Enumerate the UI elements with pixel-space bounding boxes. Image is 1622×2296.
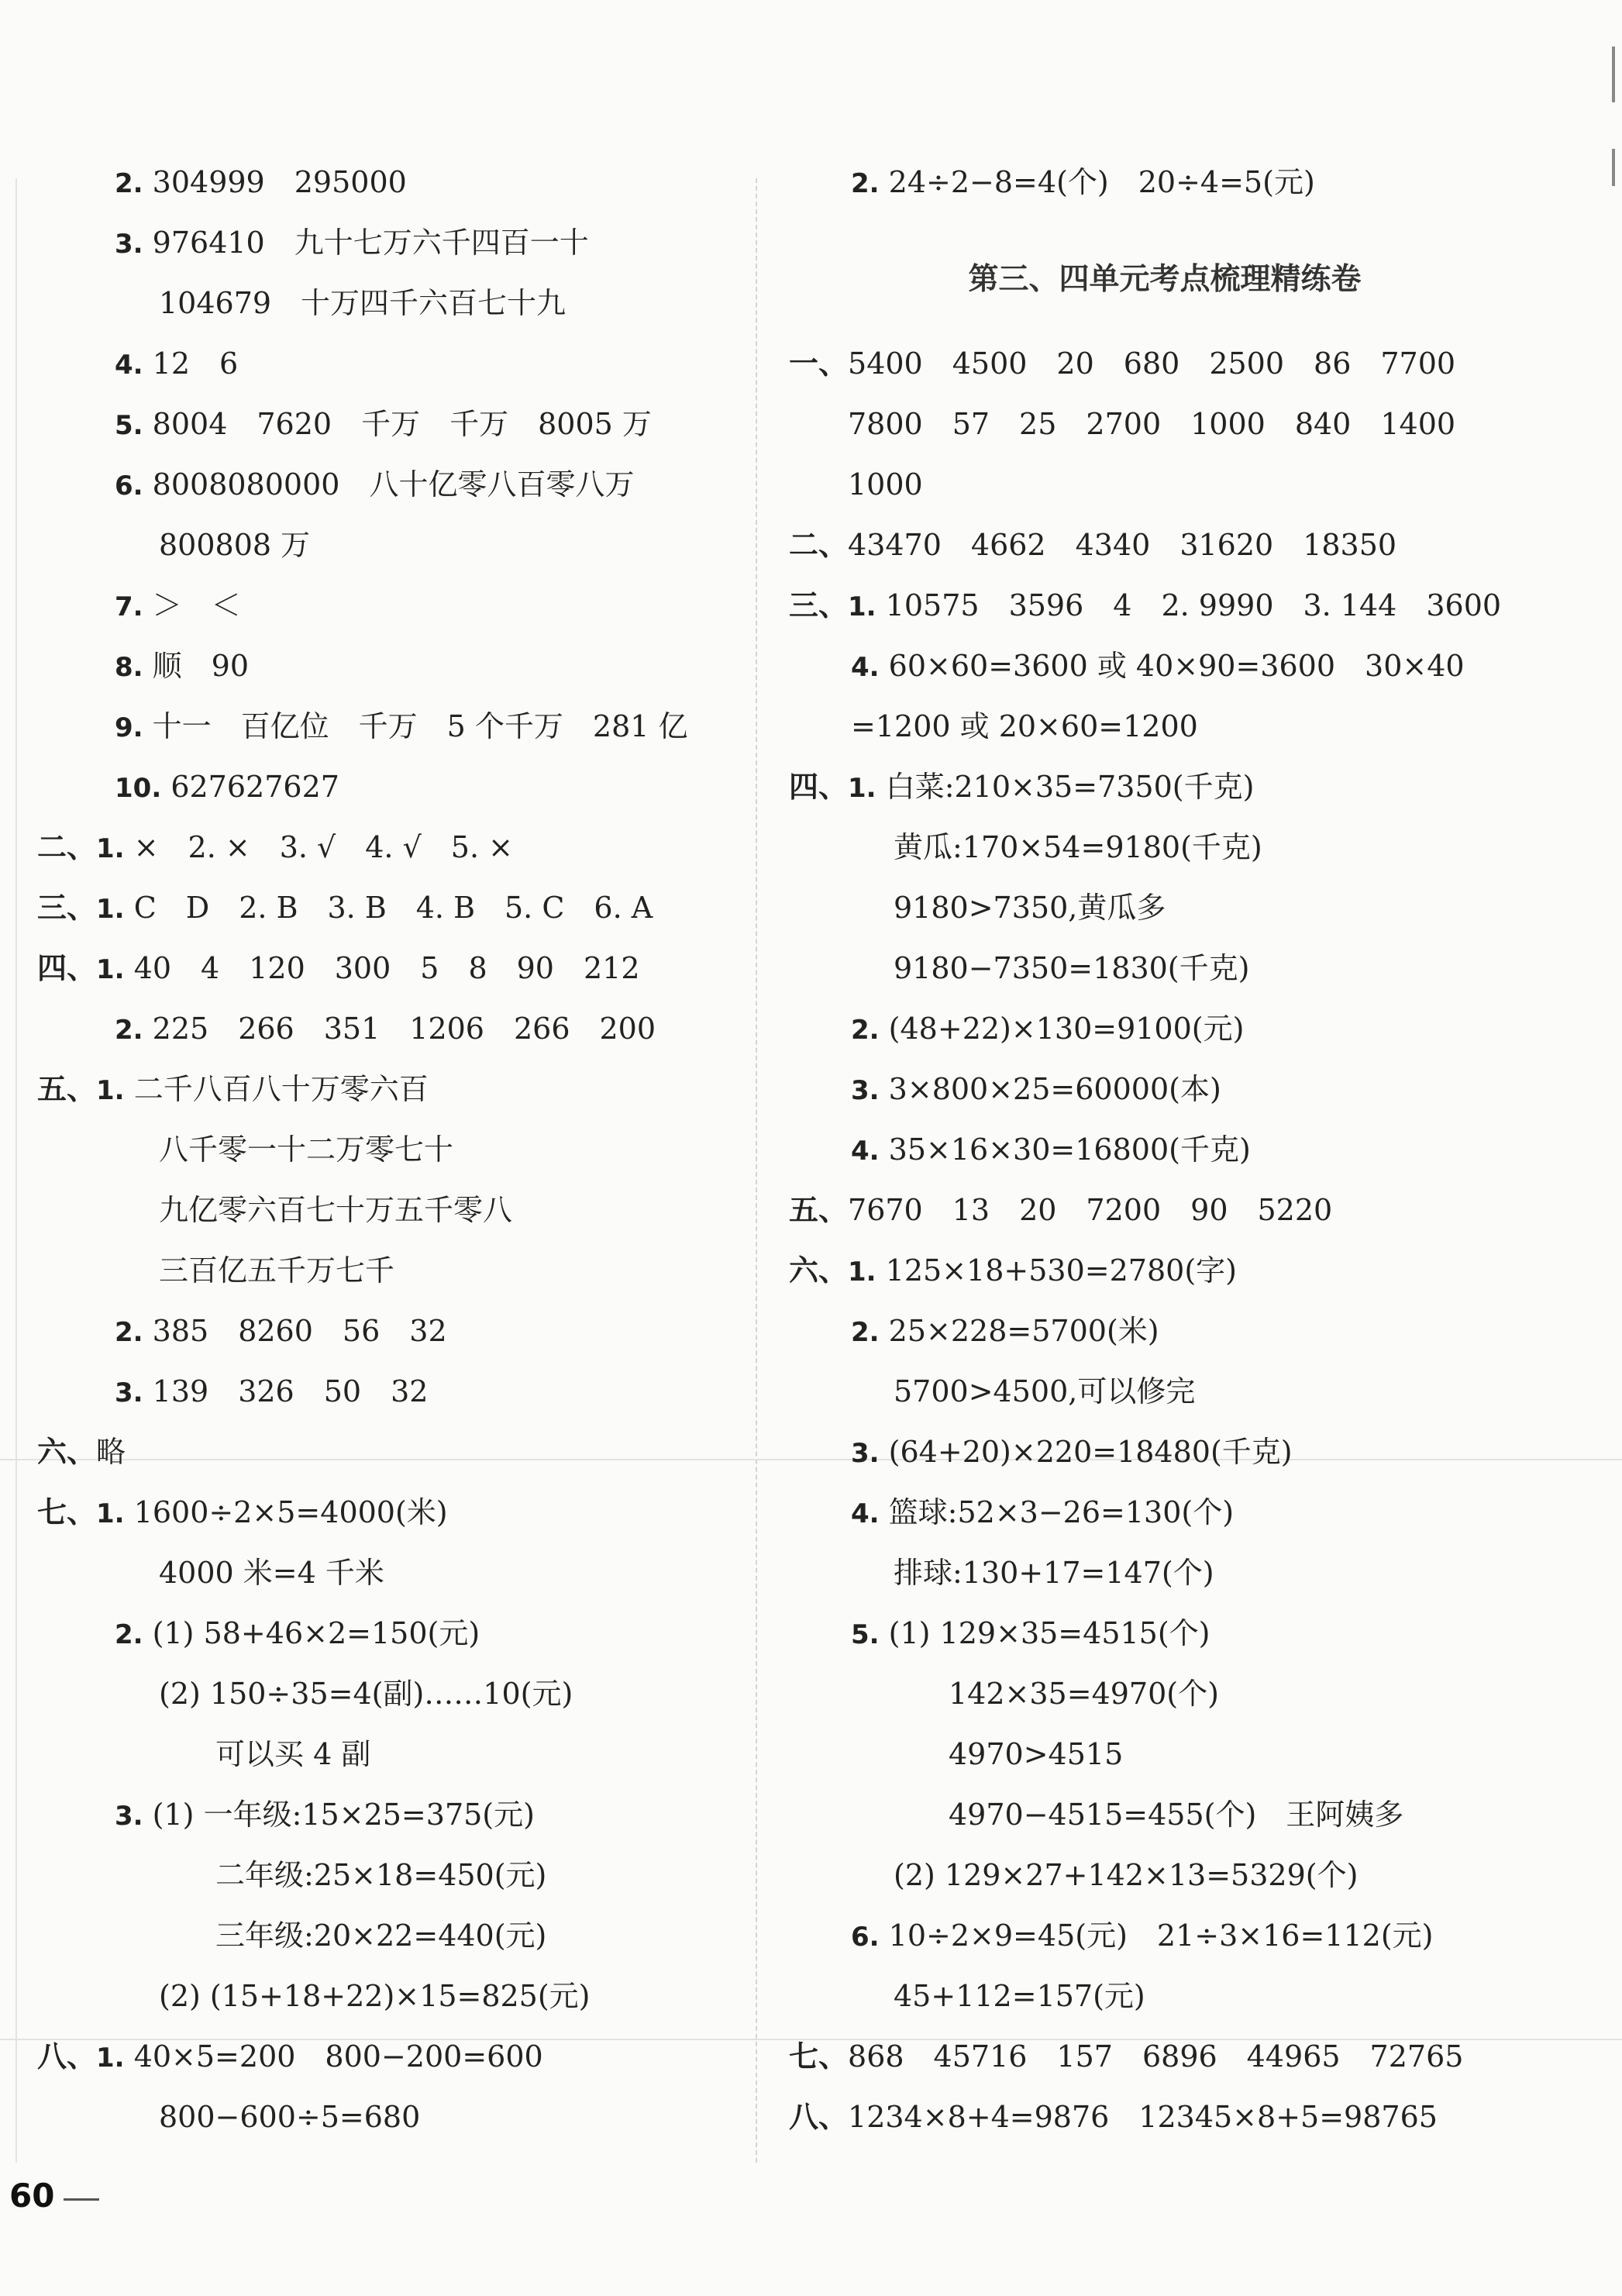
- item-number: 3.: [115, 1801, 143, 1832]
- answer-text: 125×18+530=2780(字): [885, 1253, 1237, 1288]
- answer-line: [115, 1610, 480, 1656]
- answer-text: 10575 3596 4 2. 9990 3. 144 3600: [885, 588, 1502, 622]
- answer-text: 12 6: [152, 346, 239, 381]
- answer-line: [851, 1308, 1159, 1354]
- section-number: 三、: [37, 890, 97, 925]
- answer-line: [894, 884, 1166, 931]
- answer-text: 篮球:52×3−26=130(个): [888, 1495, 1235, 1529]
- answer-line: [851, 159, 1315, 205]
- answer-line: [115, 582, 241, 629]
- item-number: 2.: [115, 168, 143, 199]
- answer-text: 1234×8+4=9876 12345×8+5=98765: [848, 2100, 1438, 2134]
- answer-text: 104679 十万四千六百七十九: [159, 286, 566, 320]
- item-number: 5.: [851, 1619, 880, 1650]
- answer-text: 黄瓜:170×54=9180(千克): [894, 830, 1262, 864]
- answer-line: [159, 1670, 573, 1717]
- answer-text: 9180>7350,黄瓜多: [894, 891, 1166, 925]
- answer-line: [115, 461, 634, 508]
- answer-line: [159, 1247, 394, 1294]
- item-number: 6.: [851, 1922, 880, 1953]
- answer-line: [789, 2033, 1463, 2080]
- item-number: 4.: [115, 350, 143, 381]
- answer-line: [159, 522, 310, 568]
- answer-text: (1) 一年级:15×25=375(元): [152, 1798, 535, 1832]
- answer-text: 八千零一十二万零七十: [159, 1132, 454, 1167]
- answer-line: [789, 340, 1455, 387]
- answer-line: [159, 1973, 591, 2019]
- answer-line: [37, 824, 513, 870]
- section-number: 六、: [789, 1253, 849, 1288]
- answer-text: 24÷2−8=4(个) 20÷4=5(元): [888, 165, 1315, 199]
- answer-line: [215, 1731, 370, 1777]
- item-number: 2.: [115, 1619, 143, 1650]
- answer-text: 顺 90: [152, 649, 250, 683]
- item-number: 3.: [115, 229, 143, 260]
- answer-line: [115, 1308, 447, 1354]
- answer-line: [37, 2033, 543, 2080]
- answer-line: [37, 1489, 448, 1536]
- section-number: 七、: [37, 1494, 97, 1529]
- answer-text: 5400 4500 20 680 2500 86 7700: [848, 346, 1456, 381]
- answer-line: [115, 643, 249, 689]
- answer-line: [789, 764, 1254, 810]
- page-number-dash: [64, 2198, 99, 2201]
- answer-text: 385 8260 56 32: [152, 1314, 447, 1348]
- answer-text: =1200 或 20×60=1200: [851, 709, 1198, 743]
- section-number: 五、: [37, 1071, 97, 1106]
- answer-text: 三百亿五千万七千: [159, 1253, 395, 1288]
- answer-text: 略: [96, 1435, 126, 1469]
- item-number: 3.: [851, 1075, 880, 1106]
- answer-line: [894, 1368, 1195, 1415]
- answer-line: [851, 1489, 1234, 1536]
- answer-text: 4970−4515=455(个) 王阿姨多: [949, 1798, 1404, 1832]
- item-number: 3.: [851, 1438, 880, 1469]
- answer-line: [115, 1368, 428, 1415]
- answer-line: [789, 2094, 1438, 2140]
- answer-text: × 2. × 3. √ 4. √ 5. ×: [133, 830, 513, 864]
- answer-text: 7800 57 25 2700 1000 840 1400: [848, 407, 1456, 441]
- left-margin-rule: [15, 178, 17, 2163]
- item-number: 8.: [115, 652, 143, 683]
- item-number: 5.: [115, 410, 143, 441]
- item-number: 1.: [96, 1075, 125, 1106]
- section-number: 一、: [789, 346, 849, 381]
- item-number: 7.: [115, 591, 143, 622]
- answer-text: 可以买 4 副: [215, 1737, 371, 1771]
- item-number: 4.: [851, 1136, 880, 1167]
- answer-text: 868 45716 157 6896 44965 72765: [848, 2039, 1464, 2074]
- answer-line: [789, 522, 1396, 568]
- answer-text: 976410 九十七万六千四百一十: [152, 226, 589, 260]
- answer-text: 8008080000 八十亿零八百零八万: [152, 467, 635, 502]
- answer-line: [851, 643, 1465, 689]
- item-number: 2.: [851, 168, 880, 199]
- answer-text: 4970>4515: [949, 1737, 1124, 1771]
- answer-line: [851, 1066, 1221, 1112]
- answer-text: 十一 百亿位 千万 5 个千万 281 亿: [152, 709, 688, 743]
- answer-text: 800−600÷5=680: [159, 2100, 421, 2134]
- answer-line: [159, 1550, 384, 1596]
- answer-line: [848, 401, 1455, 447]
- fold-line: [0, 1459, 1622, 1460]
- answer-text: 40 4 120 300 5 8 90 212: [133, 951, 640, 985]
- answer-line: [215, 1912, 546, 1959]
- answer-line: [894, 1973, 1145, 2019]
- section-number: 七、: [789, 2039, 849, 2074]
- answer-text: 4000 米=4 千米: [159, 1556, 384, 1590]
- answer-text: 10÷2×9=45(元) 21÷3×16=112(元): [888, 1919, 1434, 1953]
- section-number: 二、: [37, 829, 97, 864]
- section-number: 二、: [789, 527, 849, 562]
- answer-text: 800808 万: [159, 528, 311, 562]
- unit-heading: 第三、四单元考点梳理精练卷: [968, 262, 1362, 297]
- answer-text: (64+20)×220=18480(千克): [888, 1435, 1293, 1469]
- answer-line: [851, 1610, 1210, 1656]
- answer-line: [115, 159, 407, 205]
- answer-text: 二年级:25×18=450(元): [215, 1858, 547, 1892]
- answer-text: 25×228=5700(米): [888, 1314, 1159, 1348]
- answer-line: [37, 884, 653, 931]
- binding-edge-marks: [1612, 47, 1615, 233]
- answer-text: 40×5=200 800−200=600: [133, 2039, 543, 2074]
- item-number: 9.: [115, 712, 143, 743]
- answer-text: 225 266 351 1206 266 200: [152, 1012, 656, 1046]
- item-number: 1.: [848, 591, 876, 622]
- answer-text: ＞ ＜: [152, 588, 241, 622]
- answer-line: [851, 1429, 1293, 1475]
- answer-line: [159, 2094, 420, 2140]
- item-number: 1.: [848, 1257, 876, 1288]
- item-number: 3.: [115, 1377, 143, 1408]
- answer-line: [159, 280, 566, 326]
- answer-line: [894, 1550, 1214, 1596]
- answer-line: [37, 1429, 126, 1475]
- answer-text: 35×16×30=16800(千克): [888, 1132, 1251, 1167]
- answer-line: [37, 1066, 429, 1112]
- answer-text: 60×60=3600 或 40×90=3600 30×40: [888, 649, 1465, 683]
- answer-line: [949, 1791, 1403, 1838]
- answer-line: [894, 824, 1262, 870]
- answer-line: [159, 1187, 512, 1233]
- answer-text: 九亿零六百七十万五千零八: [159, 1193, 513, 1227]
- answer-line: [851, 1126, 1251, 1173]
- item-number: 2.: [851, 1317, 880, 1348]
- answer-line: [115, 1791, 535, 1838]
- answer-text: 二千八百八十万零六百: [133, 1072, 429, 1106]
- answer-line: [159, 1126, 453, 1173]
- answer-line: [949, 1670, 1219, 1717]
- section-number: 六、: [37, 1434, 97, 1469]
- item-number: 1.: [96, 833, 125, 864]
- answer-line: [894, 1852, 1358, 1898]
- answer-line: [789, 1247, 1237, 1294]
- item-number: 1.: [96, 894, 125, 925]
- item-number: 4.: [851, 1498, 880, 1529]
- answer-text: 排球:130+17=147(个): [894, 1556, 1214, 1590]
- item-number: 1.: [96, 1498, 125, 1529]
- item-number: 2.: [115, 1317, 143, 1348]
- answer-text: 45+112=157(元): [894, 1979, 1145, 2013]
- answer-text: 5700>4500,可以修完: [894, 1374, 1196, 1408]
- section-number: 三、: [789, 588, 849, 622]
- answer-line: [215, 1852, 546, 1898]
- answer-line: [37, 945, 640, 991]
- answer-line: [115, 219, 589, 266]
- answer-line: [115, 764, 339, 810]
- section-number: 四、: [789, 769, 849, 804]
- answer-text: (2) (15+18+22)×15=825(元): [159, 1979, 591, 2013]
- answer-line: [848, 461, 923, 508]
- answer-text: (48+22)×130=9100(元): [888, 1012, 1245, 1046]
- answer-text: 9180−7350=1830(千克): [894, 951, 1250, 985]
- answer-text: (2) 129×27+142×13=5329(个): [894, 1858, 1359, 1892]
- section-number: 八、: [789, 2099, 849, 2134]
- answer-text: (1) 129×35=4515(个): [888, 1616, 1210, 1650]
- answer-text: 142×35=4970(个): [949, 1677, 1219, 1711]
- item-number: 10.: [115, 773, 162, 804]
- answer-line: [894, 945, 1249, 991]
- item-number: 1.: [96, 954, 125, 985]
- item-number: 1.: [848, 773, 876, 804]
- answer-text: 43470 4662 4340 31620 18350: [848, 528, 1397, 562]
- answer-line: [115, 1005, 656, 1052]
- answer-line: [115, 703, 688, 750]
- answer-line: [789, 582, 1501, 629]
- answer-line: [851, 703, 1198, 750]
- answer-text: C D 2. B 3. B 4. B 5. C 6. A: [133, 891, 653, 925]
- answer-text: 3×800×25=60000(本): [888, 1072, 1221, 1106]
- item-number: 2.: [851, 1015, 880, 1046]
- answer-text: 1600÷2×5=4000(米): [133, 1495, 448, 1529]
- answer-line: [115, 401, 652, 447]
- section-number: 四、: [37, 950, 97, 985]
- column-divider: [756, 178, 757, 2163]
- section-number: 五、: [789, 1192, 849, 1227]
- answer-text: (1) 58+46×2=150(元): [152, 1616, 480, 1650]
- answer-text: 三年级:20×22=440(元): [215, 1919, 547, 1953]
- item-number: 6.: [115, 471, 143, 502]
- answer-text: 白菜:210×35=7350(千克): [885, 770, 1255, 804]
- answer-text: 139 326 50 32: [152, 1374, 429, 1408]
- answer-line: [851, 1912, 1434, 1959]
- answer-line: [851, 1005, 1244, 1052]
- answer-line: [789, 1187, 1332, 1233]
- answer-text: 304999 295000: [152, 165, 407, 199]
- answer-text: 1000: [848, 467, 923, 502]
- page-number: 60: [9, 2177, 55, 2215]
- answer-text: 627627627: [170, 770, 339, 804]
- answer-line: [115, 340, 238, 387]
- answer-text: (2) 150÷35=4(副)……10(元): [159, 1677, 573, 1711]
- answer-text: 7670 13 20 7200 90 5220: [848, 1193, 1333, 1227]
- item-number: 2.: [115, 1015, 143, 1046]
- section-number: 八、: [37, 2039, 97, 2074]
- answer-line: [949, 1731, 1123, 1777]
- answer-text: 8004 7620 千万 千万 8005 万: [152, 407, 652, 441]
- item-number: 4.: [851, 652, 880, 683]
- item-number: 1.: [96, 2043, 125, 2074]
